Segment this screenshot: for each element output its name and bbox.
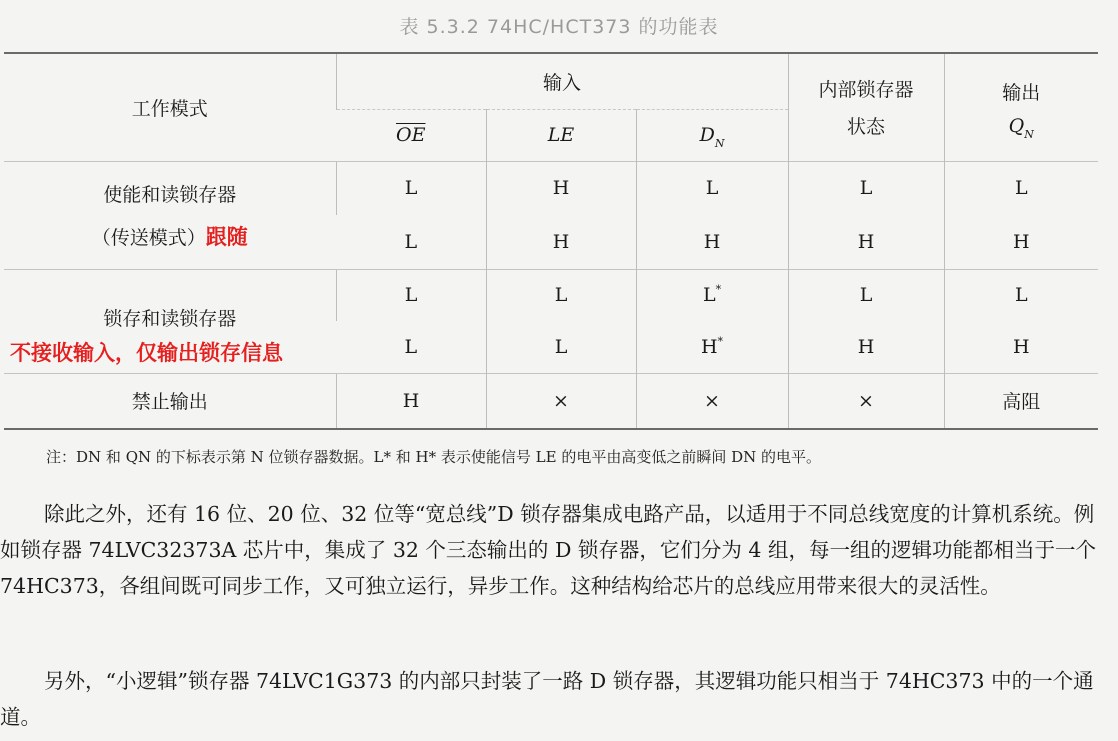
paragraph-2-text: 另外，“小逻辑”锁存器 74LVC1G373 的内部只封装了一路 D 锁存器，其逻辑功能只相当于 74HC373 中的一个通道。 — [0, 669, 1094, 729]
cell-q: H — [944, 215, 1098, 269]
cell-oe: L — [336, 269, 486, 321]
table-caption: 表 5.3.2 74HC/HCT373 的功能表 — [399, 16, 719, 38]
header-q: Q — [1008, 114, 1025, 137]
mode-output-disabled: 禁止输出 — [4, 373, 336, 429]
cell-le: L — [486, 321, 636, 373]
cell-q: H — [944, 321, 1098, 373]
header-output — [944, 53, 1098, 161]
cell-oe: L — [404, 230, 418, 253]
header-output-line1: 输出 — [1002, 81, 1041, 104]
header-dn: D — [699, 124, 715, 146]
mode-enable-read-line2: （传送模式） — [91, 226, 206, 249]
function-table — [4, 52, 1098, 430]
annotation-no-input: 不接收输入，仅输出锁存信息 — [10, 340, 283, 365]
cell-latch: H — [788, 215, 944, 269]
paragraph-1-text: 除此之外，还有 16 位、20 位、32 位等“宽总线”D 锁存器集成电路产品，以适用于不同总线宽度的计算机系统。例如锁存器 74LVC32373A 芯片中，集成了 32 个三态输出的 D 锁存器，它们分为 4 组，每一组的逻辑功能都相当于一个 74HC373，各组间既可同步工作，又可独立运行，异步工作。这种结构给芯片的总线应用带来很大的灵活性。 — [0, 502, 1096, 598]
header-q-sub: N — [1024, 127, 1034, 141]
cell-q: 高阻 — [944, 373, 1098, 429]
header-latch-state — [788, 53, 944, 161]
mode-enable-read-line1: 使能和读锁存器 — [103, 183, 237, 206]
paragraph-1 — [0, 496, 1110, 604]
mode-latch-read — [4, 269, 336, 373]
header-input: 输入 — [336, 53, 788, 109]
cell-dn: L* — [636, 269, 788, 321]
header-dn-sub: N — [714, 137, 725, 150]
cell-latch: × — [788, 373, 944, 429]
cell-dn: L — [636, 161, 788, 215]
cell-le: H — [486, 161, 636, 215]
cell-oe: L — [404, 335, 418, 358]
cell-oe: L — [336, 161, 486, 215]
cell-oe: H — [336, 373, 486, 429]
annotation-follow: 跟随 — [205, 224, 248, 249]
cell-le: L — [486, 269, 636, 321]
cell-latch: L — [788, 269, 944, 321]
header-mode: 工作模式 — [4, 53, 336, 161]
cell-q: L — [944, 161, 1098, 215]
cell-dn: H — [636, 215, 788, 269]
cell-latch: H — [788, 321, 944, 373]
mode-latch-read-line1: 锁存和读锁存器 — [103, 307, 237, 330]
paragraph-2 — [0, 663, 1110, 735]
cell-q: L — [944, 269, 1098, 321]
mode-enable-read — [4, 161, 336, 269]
cell-le: H — [486, 215, 636, 269]
cell-dn: H* — [636, 321, 788, 373]
cell-latch: L — [788, 161, 944, 215]
table-note: 注：DN 和 QN 的下标表示第 N 位锁存器数据。L* 和 H* 表示使能信号 LE 的电平由高变低之前瞬间 DN 的电平。 — [46, 448, 822, 466]
cell-le: × — [486, 373, 636, 429]
header-oe: $\overline{OE}$ — [396, 124, 426, 146]
header-le: LE — [547, 124, 575, 146]
cell-dn: × — [636, 373, 788, 429]
header-latch-line1: 内部锁存器 — [818, 79, 914, 102]
header-latch-line2: 状态 — [847, 116, 886, 139]
